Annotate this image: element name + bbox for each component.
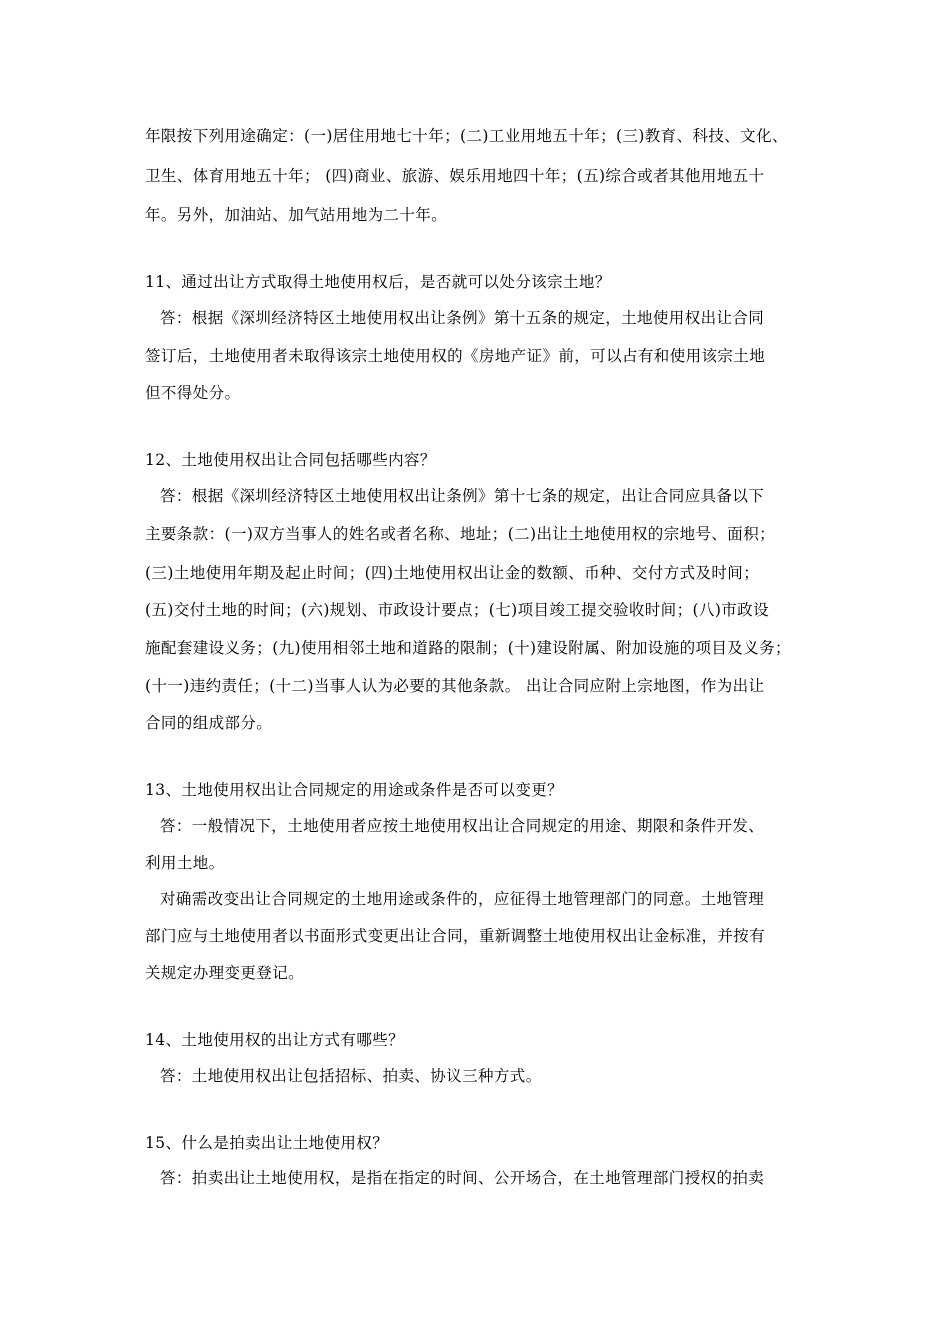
paragraph-line: 年限按下列用途确定：(一)居住用地七十年；(二)工业用地五十年；(三)教育、科技、文化、 [145,127,788,145]
answer-line: 对确需改变出让合同规定的土地用途或条件的，应征得土地管理部门的同意。土地管理 [160,890,765,908]
answer-line: 答：土地使用权出让包括招标、拍卖、协议三种方式。 [160,1067,542,1085]
answer-line: 关规定办理变更登记。 [145,964,305,982]
answer-line: 施配套建设义务；(九)使用相邻土地和道路的限制；(十)建设附属、附加设施的项目及义务； [145,639,791,657]
paragraph-line: 卫生、体育用地五十年； (四)商业、旅游、娱乐用地四十年；(五)综合或者其他用地五十 [145,167,765,185]
answer-line: 答：根据《深圳经济特区土地使用权出让条例》第十七条的规定，出让合同应具备以下 [160,487,765,505]
answer-line: (三)土地使用年期及起止时间；(四)土地使用权出让金的数额、币种、交付方式及时间； [145,564,760,582]
answer-line: (五)交付土地的时间；(六)规划、市政设计要点；(七)项目竣工提交验收时间；(八)市政设 [145,601,769,619]
answer-line: 但不得处分。 [145,384,241,402]
answer-line: 部门应与土地使用者以书面形式变更出让合同，重新调整土地使用权出让金标准，并按有 [145,927,766,945]
paragraph-line: 年。另外，加油站、加气站用地为二十年。 [145,206,448,224]
answer-line: 答：一般情况下，土地使用者应按土地使用权出让合同规定的用途、期限和条件开发、 [160,817,765,835]
question-heading: 13、土地使用权出让合同规定的用途或条件是否可以变更？ [145,781,564,799]
answer-line: 利用土地。 [145,854,225,872]
answer-line: 答：根据《深圳经济特区土地使用权出让条例》第十五条的规定，土地使用权出让合同 [160,309,765,327]
question-heading: 11、通过出让方式取得土地使用权后，是否就可以处分该宗土地？ [145,273,611,291]
question-heading: 15、什么是拍卖出让土地使用权？ [145,1134,389,1152]
answer-line: 合同的组成部分。 [145,714,273,732]
answer-line: 答：拍卖出让土地使用权，是指在指定的时间、公开场合，在土地管理部门授权的拍卖 [160,1169,765,1187]
question-heading: 12、土地使用权出让合同包括哪些内容？ [145,451,436,469]
question-heading: 14、土地使用权的出让方式有哪些？ [145,1031,405,1049]
answer-line: (十一)违约责任；(十二)当事人认为必要的其他条款。 出让合同应附上宗地图，作为出让 [145,677,765,695]
answer-line: 主要条款：(一)双方当事人的姓名或者名称、地址；(二)出让土地使用权的宗地号、面积； [145,525,775,543]
answer-line: 签订后，土地使用者未取得该宗土地使用权的《房地产证》前，可以占有和使用该宗土地 [145,347,766,365]
